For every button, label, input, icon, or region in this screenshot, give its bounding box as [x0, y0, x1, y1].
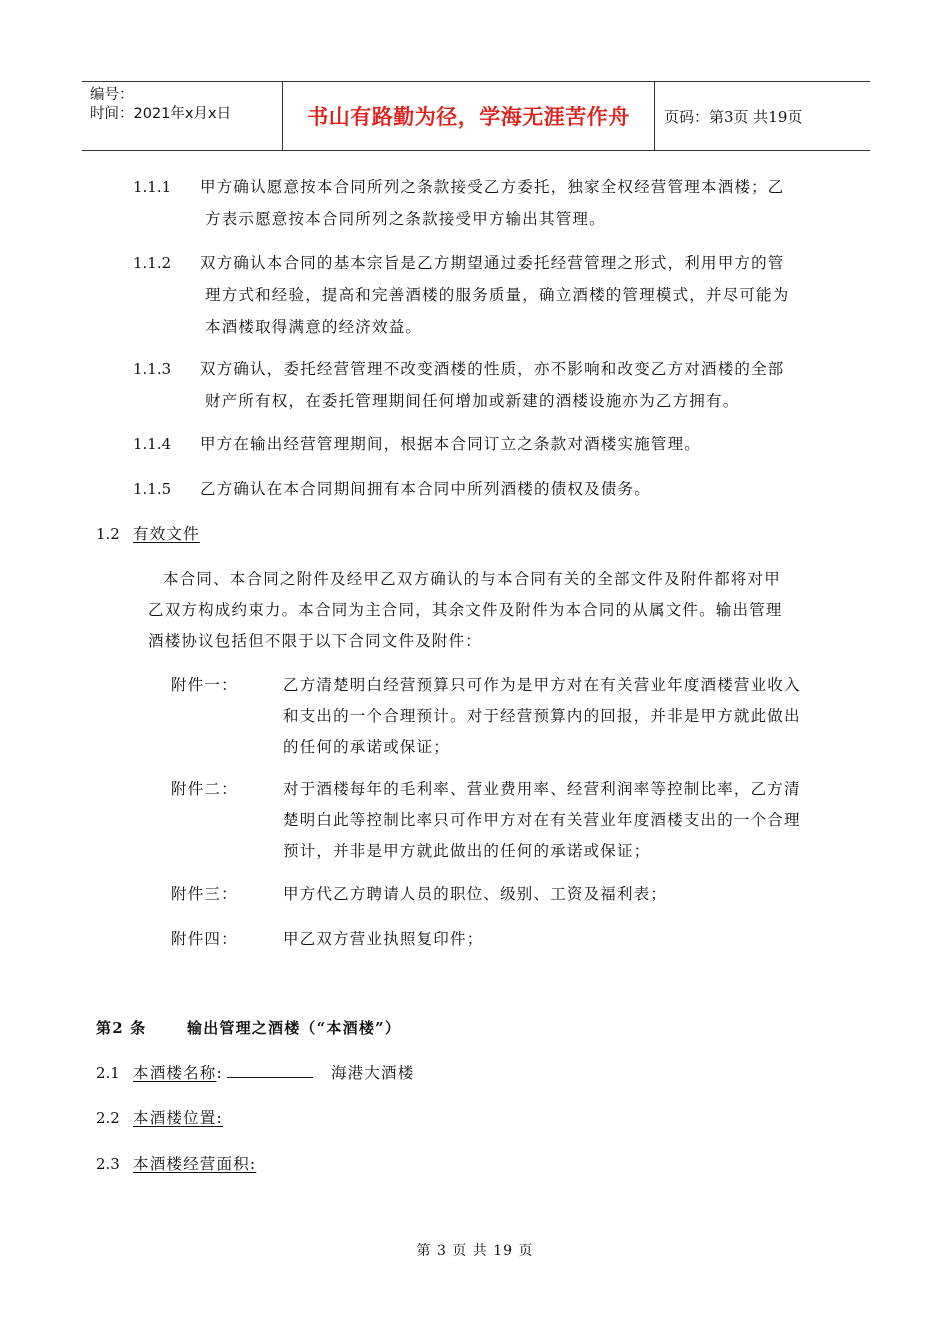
attachment-text: 甲乙双方营业执照复印件； — [283, 930, 484, 948]
item-number: 2.2 — [96, 1109, 120, 1127]
item-value: 海港大酒楼 — [330, 1064, 415, 1082]
attachment-text: 的任何的承诺或保证； — [283, 738, 451, 756]
article-title: 输出管理之酒楼（“本酒楼”） — [187, 1019, 402, 1037]
clause-number: 1.1.4 — [133, 435, 172, 453]
item-number: 2.3 — [96, 1155, 120, 1173]
item-label: 本酒楼经营面积 — [133, 1155, 250, 1173]
item-number: 2.1 — [96, 1064, 120, 1082]
item-colon: : — [249, 1155, 257, 1173]
header-divider — [654, 82, 655, 150]
attachment-label: 附件四： — [171, 930, 238, 948]
fill-in-blank — [227, 1061, 313, 1078]
item-colon: : — [216, 1109, 223, 1127]
clause-text: 甲方确认愿意按本合同所列之条款接受乙方委托，独家全权经营管理本酒楼；乙 — [200, 178, 785, 196]
section-paragraph: 本合同、本合同之附件及经甲乙双方确认的与本合同有关的全部文件及附件都将对甲 — [163, 570, 781, 588]
clause-number: 1.1.2 — [133, 254, 172, 272]
section-paragraph: 酒楼协议包括但不限于以下合同文件及附件： — [148, 632, 483, 650]
attachment-label: 附件一： — [171, 676, 238, 694]
header-motto: 书山有路勤为径，学海无涯苦作舟 — [307, 104, 630, 129]
clause-text: 财产所有权，在委托管理期间任何增加或新建的酒楼设施亦为乙方拥有。 — [205, 392, 740, 410]
clause-text: 本酒楼取得满意的经济效益。 — [205, 318, 423, 336]
document-number-label: 编号： — [90, 87, 134, 103]
item-colon: : — [216, 1064, 223, 1082]
clause-text: 乙方确认在本合同期间拥有本合同中所列酒楼的债权及债务。 — [200, 480, 651, 498]
attachment-text: 对于酒楼每年的毛利率、营业费用率、经营利润率等控制比率，乙方清 — [283, 780, 801, 798]
clause-text: 理方式和经验，提高和完善酒楼的服务质量，确立酒楼的管理模式，并尽可能为 — [205, 286, 790, 304]
clause-text: 方表示愿意按本合同所列之条款接受甲方输出其管理。 — [205, 210, 606, 228]
attachment-text: 乙方清楚明白经营预算只可作为是甲方对在有关营业年度酒楼营业收入 — [283, 676, 801, 694]
item-row — [133, 1148, 256, 1180]
page-header — [82, 81, 870, 151]
clause-number: 1.1.5 — [133, 480, 172, 498]
item-row — [133, 1057, 414, 1089]
attachment-label: 附件三： — [171, 885, 238, 903]
document-time-label: 时间：2021年x月x日 — [90, 106, 232, 122]
attachment-text: 预计，并非是甲方就此做出的任何的承诺或保证； — [283, 842, 651, 860]
header-page-info: 页码：第3页 共19页 — [664, 107, 803, 126]
attachment-text: 甲方代乙方聘请人员的职位、级别、工资及福利表； — [283, 885, 668, 903]
section-title: 有效文件 — [133, 525, 200, 543]
attachment-text: 和支出的一个合理预计。对于经营预算内的回报，并非是甲方就此做出 — [283, 707, 801, 725]
clause-text: 双方确认，委托经营管理不改变酒楼的性质，亦不影响和改变乙方对酒楼的全部 — [200, 360, 785, 378]
section-number: 1.2 — [96, 525, 120, 543]
section-paragraph: 乙双方构成约束力。本合同为主合同，其余文件及附件为本合同的从属文件。输出管理 — [148, 601, 783, 619]
attachment-label: 附件二： — [171, 780, 238, 798]
clause-text: 双方确认本合同的基本宗旨是乙方期望通过委托经营管理之形式，利用甲方的管 — [200, 254, 785, 272]
clause-text: 甲方在输出经营管理期间，根据本合同订立之条款对酒楼实施管理。 — [200, 435, 702, 453]
clause-number: 1.1.1 — [133, 178, 172, 196]
header-meta — [90, 86, 280, 146]
item-label: 本酒楼位置 — [133, 1109, 217, 1127]
clause-number: 1.1.3 — [133, 360, 172, 378]
page-footer: 第 3 页 共 19 页 — [416, 1243, 534, 1259]
article-number: 第2 条 — [96, 1019, 147, 1037]
item-row — [133, 1102, 223, 1134]
item-label: 本酒楼名称 — [133, 1064, 217, 1082]
attachment-text: 楚明白此等控制比率只可作甲方对在有关营业年度酒楼支出的一个合理 — [283, 811, 801, 829]
